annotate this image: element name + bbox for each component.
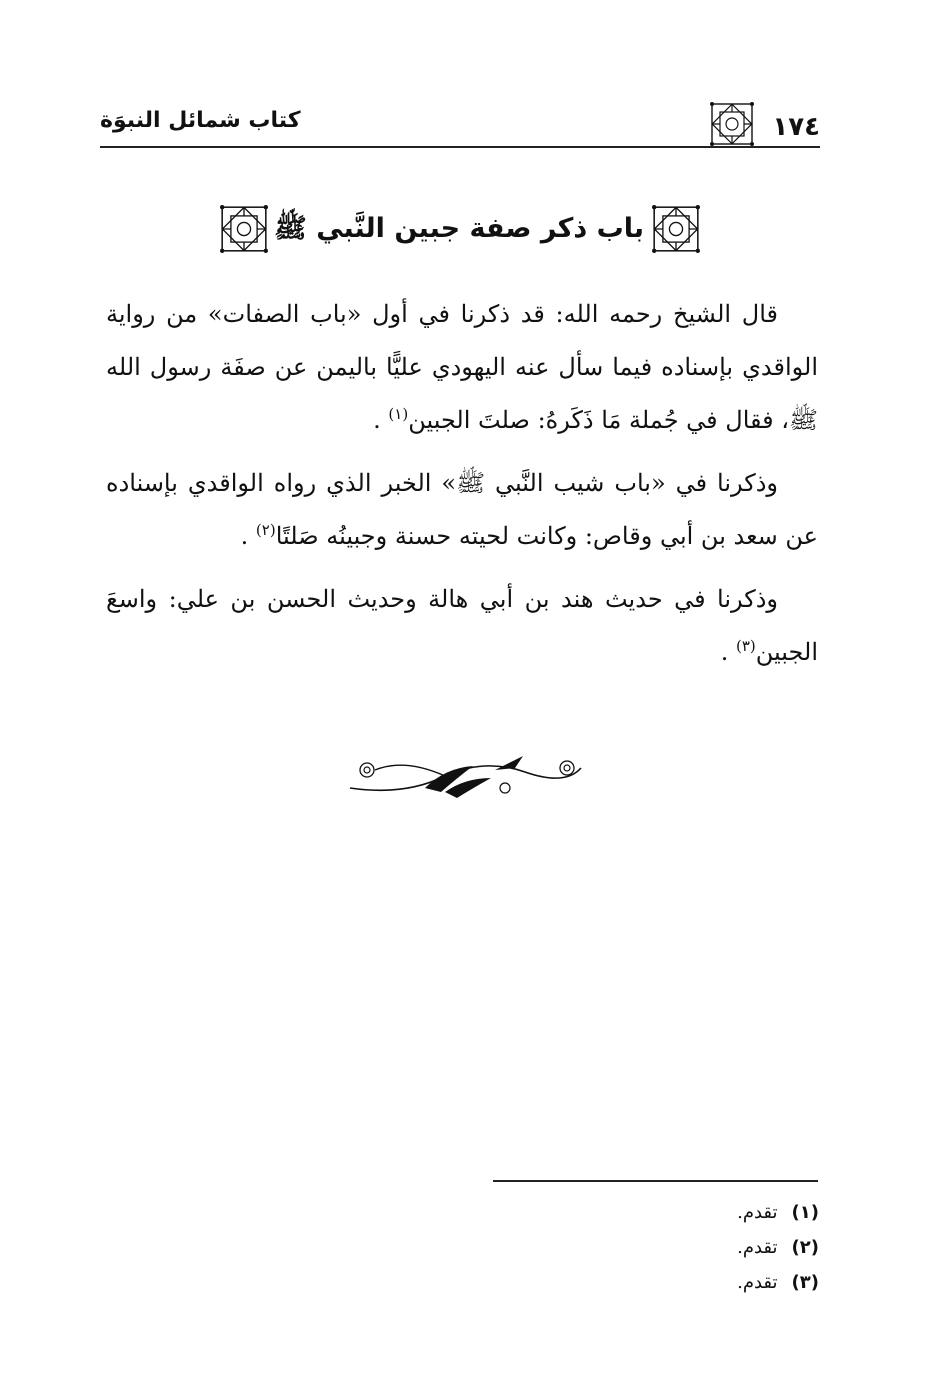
header-divider [100,146,820,148]
footnote-reference[interactable]: (٣) [735,637,756,655]
paragraph-text: قال الشيخ رحمه الله: قد ذكرنا في أول «باب الصفات» من رواية الواقدي بإسناده فيما سأل عنه اليهودي عليًّا باليمن عن صفَة رسول الله ﷺ، فقال في جُملة مَا ذَكَرهُ: صلتَ الجبين [106,300,818,434]
paragraph-text: وذكرنا في «باب شيب النَّبي ﷺ» الخبر الذي رواه الواقدي بإسناده عن سعد بن أبي وقاص: وكانت لحيته حسنة وجبينُه صَلتًا [106,469,818,550]
footnotes-divider [493,1180,818,1182]
footnote-text: تقدم. [737,1237,778,1258]
footnote-number: (٣) [791,1272,819,1293]
paragraph [106,573,818,679]
paragraph-end: . [720,638,736,666]
footnote [519,1195,819,1230]
paragraph-end: . [240,522,256,550]
footnote [519,1230,819,1265]
paragraph [106,457,818,563]
geometric-star-ornament-icon [710,102,754,146]
book-title: كتاب شمائل النبوَة [100,108,301,133]
floral-divider-ornament-icon [345,748,585,804]
geometric-star-ornament-icon [220,205,268,253]
chapter-title: باب ذكر صفة جبين النَّبي ﷺ [274,213,644,244]
footnote-reference[interactable]: (٢) [255,521,276,539]
footnote [519,1265,819,1300]
footnote-text: تقدم. [737,1272,778,1293]
chapter-heading [220,205,700,265]
paragraph-text: وذكرنا في حديث هند بن أبي هالة وحديث الحسن بن علي: واسعَ الجبين [106,585,818,666]
paragraph [106,288,818,447]
footnote-number: (١) [791,1202,819,1223]
footnotes [519,1195,819,1300]
footnote-number: (٢) [791,1237,819,1258]
geometric-star-ornament-icon [652,205,700,253]
body-text [106,288,818,689]
running-header [100,100,820,150]
footnote-reference[interactable]: (١) [388,405,409,423]
paragraph-end: . [373,406,389,434]
page-number: ١٧٤ [772,112,820,142]
footnote-text: تقدم. [737,1202,778,1223]
